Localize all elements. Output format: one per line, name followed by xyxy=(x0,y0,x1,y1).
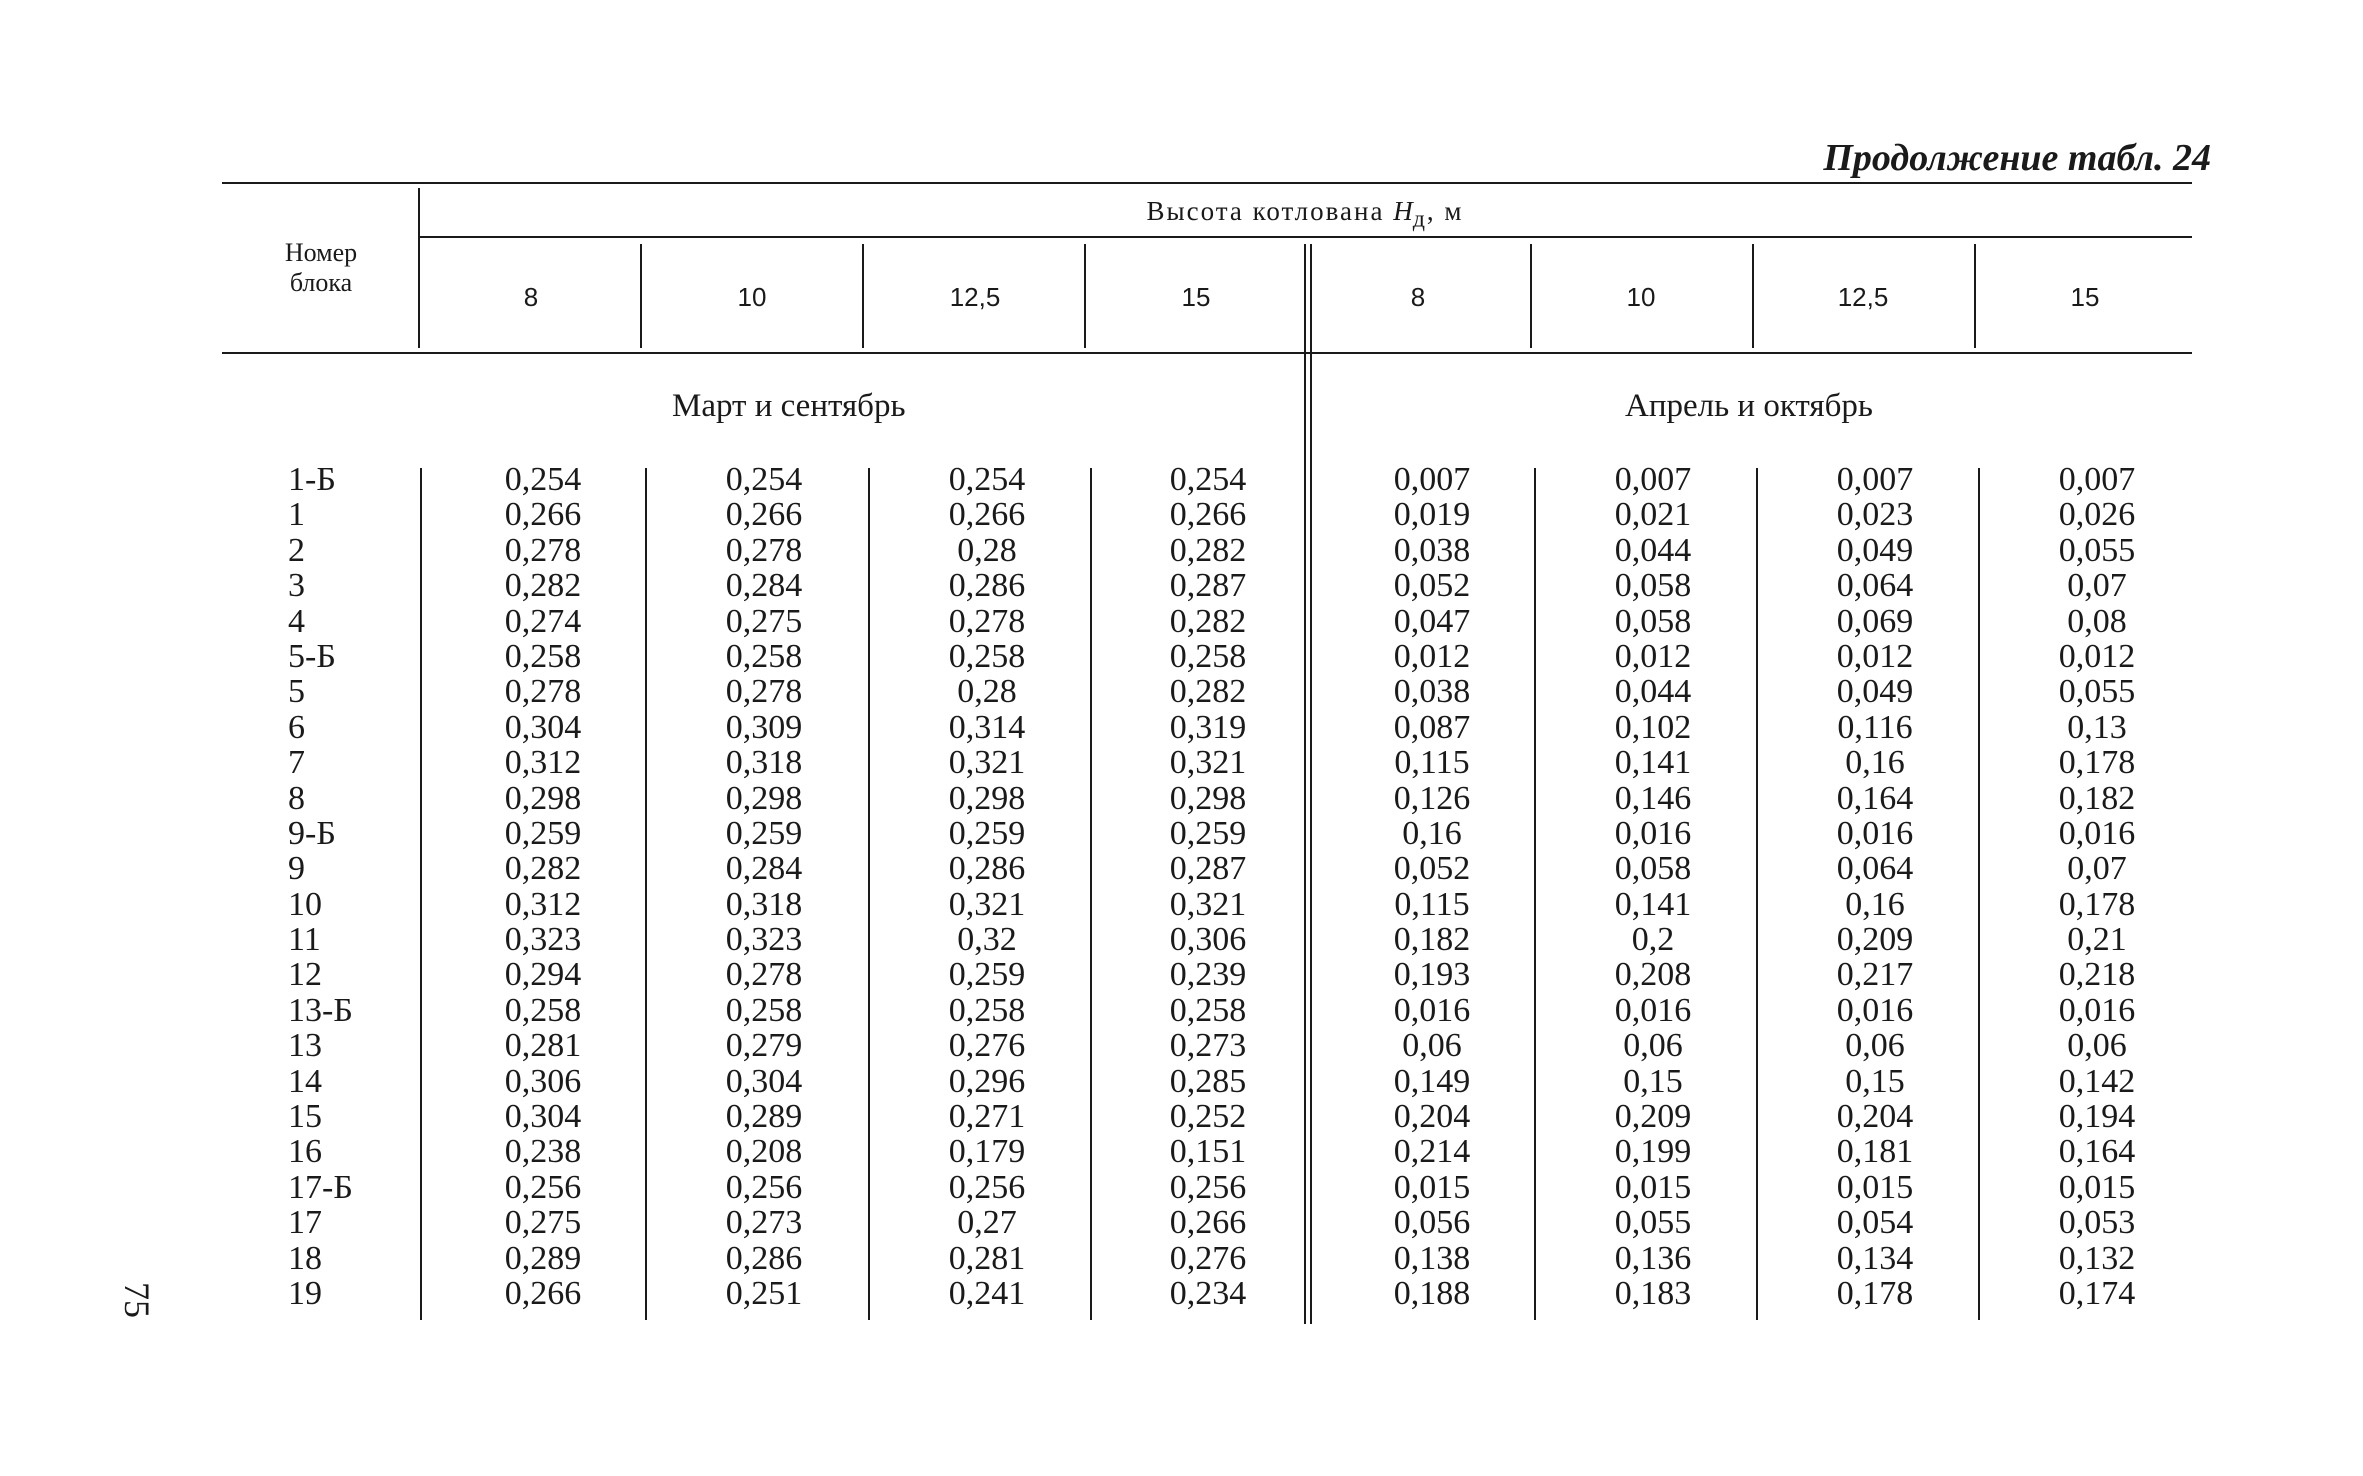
value-cell: 0,016 xyxy=(2058,814,2136,852)
value-cell: 0,278 xyxy=(504,531,582,569)
block-number-cell: 18 xyxy=(288,1239,322,1277)
table-row xyxy=(0,1134,2363,1169)
value-cell: 0,278 xyxy=(504,673,582,711)
value-cell: 0,284 xyxy=(725,850,803,888)
value-cell: 0,015 xyxy=(1614,1168,1692,1206)
value-cell: 0,06 xyxy=(1845,1027,1905,1065)
value-cell: 0,015 xyxy=(1836,1168,1914,1206)
value-cell: 0,007 xyxy=(1614,461,1692,498)
value-cell: 0,298 xyxy=(1169,779,1247,817)
value-cell: 0,058 xyxy=(1614,567,1692,605)
value-cell: 0,132 xyxy=(2058,1239,2136,1277)
value-cell: 0,266 xyxy=(504,1274,582,1312)
value-cell: 0,21 xyxy=(2067,921,2127,959)
value-cell: 0,15 xyxy=(1623,1062,1683,1100)
value-cell: 0,204 xyxy=(1836,1098,1914,1136)
value-cell: 0,285 xyxy=(1169,1062,1247,1100)
value-cell: 0,016 xyxy=(1836,814,1914,852)
depth-header-cell: 15 xyxy=(2070,282,2100,312)
value-cell: 0,259 xyxy=(725,814,803,852)
value-cell: 0,058 xyxy=(1614,850,1692,888)
block-number-cell: 4 xyxy=(288,602,305,640)
value-cell: 0,298 xyxy=(504,779,582,817)
value-cell: 0,273 xyxy=(725,1204,803,1242)
value-cell: 0,27 xyxy=(957,1204,1017,1242)
value-cell: 0,007 xyxy=(1836,461,1914,498)
value-cell: 0,282 xyxy=(1169,602,1247,640)
value-cell: 0,234 xyxy=(1169,1274,1247,1312)
value-cell: 0,055 xyxy=(1614,1204,1692,1242)
value-cell: 0,012 xyxy=(1836,637,1914,675)
excavation-height-header: Высота котлована $H_д$, м xyxy=(1146,196,1464,233)
header-col-divider xyxy=(1974,244,1976,348)
value-cell: 0,06 xyxy=(1402,1027,1462,1065)
value-cell: 0,284 xyxy=(725,567,803,605)
value-cell: 0,314 xyxy=(948,708,1026,746)
value-cell: 0,016 xyxy=(1836,991,1914,1029)
value-cell: 0,06 xyxy=(1623,1027,1683,1065)
value-cell: 0,32 xyxy=(957,921,1017,959)
depth-header-cell: 8 xyxy=(523,282,539,312)
value-cell: 0,266 xyxy=(948,496,1026,534)
table-row xyxy=(0,710,2363,745)
table-row xyxy=(0,497,2363,532)
value-cell: 0,312 xyxy=(504,744,582,782)
value-cell: 0,275 xyxy=(725,602,803,640)
value-cell: 0,208 xyxy=(1614,956,1692,994)
value-cell: 0,289 xyxy=(504,1239,582,1277)
value-cell: 0,259 xyxy=(948,814,1026,852)
value-cell: 0,254 xyxy=(948,461,1026,498)
value-cell: 0,178 xyxy=(1836,1274,1914,1312)
value-cell: 0,055 xyxy=(2058,531,2136,569)
value-cell: 0,209 xyxy=(1614,1098,1692,1136)
block-number-cell: 9-Б xyxy=(288,814,336,852)
value-cell: 0,286 xyxy=(948,850,1026,888)
value-cell: 0,052 xyxy=(1393,850,1471,888)
value-cell: 0,012 xyxy=(1614,637,1692,675)
value-cell: 0,044 xyxy=(1614,673,1692,711)
value-cell: 0,142 xyxy=(2058,1062,2136,1100)
value-cell: 0,323 xyxy=(725,921,803,959)
section-title-march-september: Март и сентябрь xyxy=(672,388,906,424)
value-cell: 0,181 xyxy=(1836,1133,1914,1171)
value-cell: 0,312 xyxy=(504,885,582,923)
value-cell: 0,204 xyxy=(1393,1098,1471,1136)
table-row xyxy=(0,745,2363,780)
value-cell: 0,194 xyxy=(2058,1098,2136,1136)
value-cell: 0,296 xyxy=(948,1062,1026,1100)
value-cell: 0,214 xyxy=(1393,1133,1471,1171)
value-cell: 0,256 xyxy=(948,1168,1026,1206)
value-cell: 0,274 xyxy=(504,602,582,640)
value-cell: 0,015 xyxy=(2058,1168,2136,1206)
depth-header-cell: 10 xyxy=(737,282,767,312)
value-cell: 0,178 xyxy=(2058,885,2136,923)
table-row xyxy=(0,851,2363,886)
value-cell: 0,273 xyxy=(1169,1027,1247,1065)
value-cell: 0,258 xyxy=(725,991,803,1029)
value-cell: 0,053 xyxy=(2058,1204,2136,1242)
value-cell: 0,015 xyxy=(1393,1168,1471,1206)
value-cell: 0,116 xyxy=(1837,708,1913,746)
value-cell: 0,323 xyxy=(504,921,582,959)
value-cell: 0,321 xyxy=(1169,744,1247,782)
value-cell: 0,047 xyxy=(1393,602,1471,640)
value-cell: 0,279 xyxy=(725,1027,803,1065)
table-row xyxy=(0,568,2363,603)
table-row xyxy=(0,639,2363,674)
value-cell: 0,321 xyxy=(948,885,1026,923)
value-cell: 0,218 xyxy=(2058,956,2136,994)
value-cell: 0,217 xyxy=(1836,956,1914,994)
value-cell: 0,256 xyxy=(504,1168,582,1206)
value-cell: 0,115 xyxy=(1394,744,1470,782)
page-number: 75 xyxy=(117,1282,157,1318)
depth-header-cell: 12,5 xyxy=(949,282,1001,312)
table-top-rule xyxy=(222,182,2192,184)
value-cell: 0,044 xyxy=(1614,531,1692,569)
value-cell: 0,278 xyxy=(725,956,803,994)
value-cell: 0,146 xyxy=(1614,779,1692,817)
value-cell: 0,282 xyxy=(504,567,582,605)
value-cell: 0,278 xyxy=(725,673,803,711)
depth-header-cell: 10 xyxy=(1626,282,1656,312)
value-cell: 0,016 xyxy=(2058,991,2136,1029)
value-cell: 0,164 xyxy=(2058,1133,2136,1171)
value-cell: 0,126 xyxy=(1393,779,1471,817)
table-row xyxy=(0,1099,2363,1134)
value-cell: 0,08 xyxy=(2067,602,2127,640)
value-cell: 0,049 xyxy=(1836,531,1914,569)
value-cell: 0,318 xyxy=(725,744,803,782)
value-cell: 0,259 xyxy=(1169,814,1247,852)
value-cell: 0,281 xyxy=(948,1239,1026,1277)
value-cell: 0,102 xyxy=(1614,708,1692,746)
block-number-cell: 17-Б xyxy=(288,1168,353,1206)
table-row xyxy=(0,993,2363,1028)
value-cell: 0,258 xyxy=(948,991,1026,1029)
value-cell: 0,254 xyxy=(504,461,582,498)
value-cell: 0,16 xyxy=(1845,744,1905,782)
block-number-cell: 3 xyxy=(288,567,305,605)
value-cell: 0,251 xyxy=(725,1274,803,1312)
value-cell: 0,016 xyxy=(1393,991,1471,1029)
value-cell: 0,241 xyxy=(948,1274,1026,1312)
value-cell: 0,012 xyxy=(2058,637,2136,675)
value-cell: 0,298 xyxy=(948,779,1026,817)
table-row xyxy=(0,1170,2363,1205)
value-cell: 0,134 xyxy=(1836,1239,1914,1277)
block-number-cell: 1 xyxy=(288,496,305,534)
value-cell: 0,278 xyxy=(725,531,803,569)
value-cell: 0,281 xyxy=(504,1027,582,1065)
block-number-cell: 16 xyxy=(288,1133,322,1171)
value-cell: 0,258 xyxy=(725,637,803,675)
table-row xyxy=(0,887,2363,922)
value-cell: 0,319 xyxy=(1169,708,1247,746)
value-cell: 0,252 xyxy=(1169,1098,1247,1136)
block-number-cell: 14 xyxy=(288,1062,322,1100)
value-cell: 0,259 xyxy=(504,814,582,852)
value-cell: 0,256 xyxy=(725,1168,803,1206)
block-number-cell: 11 xyxy=(288,921,321,959)
value-cell: 0,193 xyxy=(1393,956,1471,994)
value-cell: 0,016 xyxy=(1614,814,1692,852)
value-cell: 0,038 xyxy=(1393,531,1471,569)
block-number-cell: 12 xyxy=(288,956,322,994)
value-cell: 0,183 xyxy=(1614,1274,1692,1312)
value-cell: 0,007 xyxy=(1393,461,1471,498)
value-cell: 0,058 xyxy=(1614,602,1692,640)
value-cell: 0,254 xyxy=(725,461,803,498)
value-cell: 0,254 xyxy=(1169,461,1247,498)
table-row xyxy=(0,1064,2363,1099)
value-cell: 0,15 xyxy=(1845,1062,1905,1100)
block-number-cell: 9 xyxy=(288,850,305,888)
block-number-cell: 5 xyxy=(288,673,305,711)
value-cell: 0,238 xyxy=(504,1133,582,1171)
value-cell: 0,321 xyxy=(1169,885,1247,923)
block-number-cell: 13 xyxy=(288,1027,322,1065)
value-cell: 0,06 xyxy=(2067,1027,2127,1065)
table-row xyxy=(0,922,2363,957)
value-cell: 0,141 xyxy=(1614,885,1692,923)
value-cell: 0,276 xyxy=(948,1027,1026,1065)
value-cell: 0,28 xyxy=(957,531,1017,569)
value-cell: 0,151 xyxy=(1169,1133,1247,1171)
block-number-cell: 13-Б xyxy=(288,991,353,1029)
value-cell: 0,289 xyxy=(725,1098,803,1136)
value-cell: 0,258 xyxy=(504,637,582,675)
table-row xyxy=(0,1028,2363,1063)
value-cell: 0,287 xyxy=(1169,567,1247,605)
value-cell: 0,052 xyxy=(1393,567,1471,605)
value-cell: 0,209 xyxy=(1836,921,1914,959)
value-cell: 0,2 xyxy=(1631,921,1675,959)
value-cell: 0,056 xyxy=(1393,1204,1471,1242)
value-cell: 0,208 xyxy=(725,1133,803,1171)
table-row xyxy=(0,1205,2363,1240)
depth-header-cell: 15 xyxy=(1181,282,1211,312)
value-cell: 0,054 xyxy=(1836,1204,1914,1242)
value-cell: 0,07 xyxy=(2067,567,2127,605)
header-col-divider xyxy=(1530,244,1532,348)
value-cell: 0,304 xyxy=(504,708,582,746)
header-col-divider xyxy=(862,244,864,348)
table-body xyxy=(0,462,2363,1311)
value-cell: 0,306 xyxy=(1169,921,1247,959)
value-cell: 0,282 xyxy=(1169,531,1247,569)
value-cell: 0,275 xyxy=(504,1204,582,1242)
table-row xyxy=(0,1241,2363,1276)
value-cell: 0,141 xyxy=(1614,744,1692,782)
depth-header-cell: 12,5 xyxy=(1837,282,1889,312)
value-cell: 0,007 xyxy=(2058,461,2136,498)
section-title-april-october: Апрель и октябрь xyxy=(1625,388,1873,424)
value-cell: 0,282 xyxy=(1169,673,1247,711)
block-number-cell: 1-Б xyxy=(288,461,336,498)
header-col-divider xyxy=(1752,244,1754,348)
value-cell: 0,13 xyxy=(2067,708,2127,746)
block-number-cell: 7 xyxy=(288,744,305,782)
value-cell: 0,298 xyxy=(725,779,803,817)
value-cell: 0,304 xyxy=(725,1062,803,1100)
value-cell: 0,174 xyxy=(2058,1274,2136,1312)
value-cell: 0,179 xyxy=(948,1133,1026,1171)
block-number-cell: 8 xyxy=(288,779,305,817)
value-cell: 0,271 xyxy=(948,1098,1026,1136)
value-cell: 0,16 xyxy=(1402,814,1462,852)
depth-header-cell: 8 xyxy=(1410,282,1426,312)
value-cell: 0,115 xyxy=(1394,885,1470,923)
value-cell: 0,286 xyxy=(948,567,1026,605)
table-row xyxy=(0,781,2363,816)
table-row xyxy=(0,816,2363,851)
value-cell: 0,258 xyxy=(504,991,582,1029)
block-number-cell: 10 xyxy=(288,885,322,923)
value-cell: 0,016 xyxy=(1614,991,1692,1029)
header-col-divider xyxy=(640,244,642,348)
value-cell: 0,294 xyxy=(504,956,582,994)
value-cell: 0,038 xyxy=(1393,673,1471,711)
block-number-cell: 6 xyxy=(288,708,305,746)
value-cell: 0,259 xyxy=(948,956,1026,994)
value-cell: 0,287 xyxy=(1169,850,1247,888)
value-cell: 0,286 xyxy=(725,1239,803,1277)
value-cell: 0,258 xyxy=(1169,637,1247,675)
value-cell: 0,136 xyxy=(1614,1239,1692,1277)
value-cell: 0,258 xyxy=(948,637,1026,675)
value-cell: 0,138 xyxy=(1393,1239,1471,1277)
block-number-header: Номер блока xyxy=(284,238,358,297)
height-header-rule xyxy=(420,236,2192,238)
value-cell: 0,28 xyxy=(957,673,1017,711)
value-cell: 0,023 xyxy=(1836,496,1914,534)
value-cell: 0,087 xyxy=(1393,708,1471,746)
value-cell: 0,149 xyxy=(1393,1062,1471,1100)
value-cell: 0,276 xyxy=(1169,1239,1247,1277)
value-cell: 0,16 xyxy=(1845,885,1905,923)
value-cell: 0,069 xyxy=(1836,602,1914,640)
value-cell: 0,064 xyxy=(1836,567,1914,605)
table-row xyxy=(0,957,2363,992)
block-number-cell: 5-Б xyxy=(288,637,336,675)
table-caption: Продолжение табл. 24 xyxy=(1823,137,2211,179)
block-number-cell: 2 xyxy=(288,531,305,569)
value-cell: 0,321 xyxy=(948,744,1026,782)
value-cell: 0,026 xyxy=(2058,496,2136,534)
value-cell: 0,019 xyxy=(1393,496,1471,534)
value-cell: 0,07 xyxy=(2067,850,2127,888)
value-cell: 0,309 xyxy=(725,708,803,746)
value-cell: 0,178 xyxy=(2058,744,2136,782)
table-row xyxy=(0,462,2363,497)
value-cell: 0,064 xyxy=(1836,850,1914,888)
block-number-cell: 15 xyxy=(288,1098,322,1136)
table-row xyxy=(0,604,2363,639)
value-cell: 0,012 xyxy=(1393,637,1471,675)
header-col-divider xyxy=(1084,244,1086,348)
value-cell: 0,256 xyxy=(1169,1168,1247,1206)
value-cell: 0,055 xyxy=(2058,673,2136,711)
value-cell: 0,164 xyxy=(1836,779,1914,817)
block-number-cell: 19 xyxy=(288,1274,322,1312)
value-cell: 0,306 xyxy=(504,1062,582,1100)
value-cell: 0,278 xyxy=(948,602,1026,640)
value-cell: 0,266 xyxy=(504,496,582,534)
value-cell: 0,182 xyxy=(1393,921,1471,959)
value-cell: 0,266 xyxy=(1169,1204,1247,1242)
value-cell: 0,182 xyxy=(2058,779,2136,817)
value-cell: 0,049 xyxy=(1836,673,1914,711)
header-bottom-rule xyxy=(222,352,2192,354)
value-cell: 0,199 xyxy=(1614,1133,1692,1171)
table-row xyxy=(0,533,2363,568)
block-number-cell: 17 xyxy=(288,1204,322,1242)
value-cell: 0,266 xyxy=(725,496,803,534)
table-row xyxy=(0,674,2363,709)
table-row xyxy=(0,1276,2363,1311)
value-cell: 0,304 xyxy=(504,1098,582,1136)
value-cell: 0,266 xyxy=(1169,496,1247,534)
value-cell: 0,318 xyxy=(725,885,803,923)
value-cell: 0,282 xyxy=(504,850,582,888)
value-cell: 0,021 xyxy=(1614,496,1692,534)
value-cell: 0,239 xyxy=(1169,956,1247,994)
value-cell: 0,188 xyxy=(1393,1274,1471,1312)
value-cell: 0,258 xyxy=(1169,991,1247,1029)
